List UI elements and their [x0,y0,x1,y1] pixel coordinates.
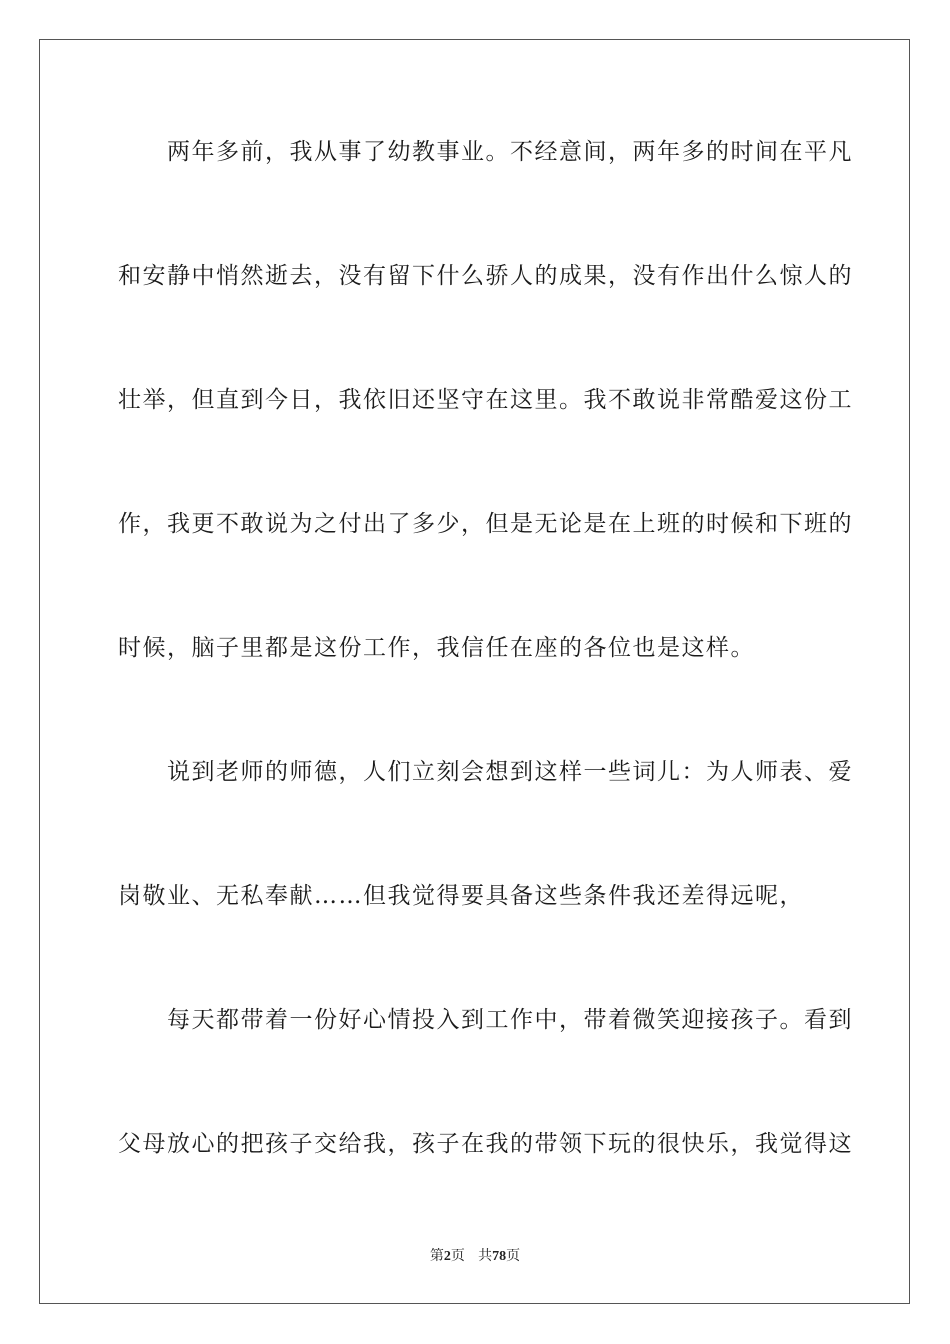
page-number: 2 [443,1249,451,1264]
text-line: 时候，脑子里都是这份工作，我信任在座的各位也是这样。 [118,635,755,661]
footer-page-suffix: 页 [450,1248,465,1264]
page-footer [0,1247,950,1266]
total-pages: 78 [492,1249,507,1264]
footer-total-prefix: 共 [478,1248,493,1264]
footer-prefix: 第 [429,1248,444,1264]
text-line: 两年多前，我从事了幼教事业。不经意间，两年多的时间在平凡 [118,139,853,165]
text-line: 作，我更不敢说为之付出了多少，但是无论是在上班的时候和下班的 [118,511,853,537]
page-border [39,39,910,1304]
text-line: 说到老师的师德，人们立刻会想到这样一些词儿：为人师表、爱 [118,759,853,785]
text-line: 岗敬业、无私奉献……但我觉得要具备这些条件我还差得远呢， [118,883,804,909]
footer-total-suffix: 页 [506,1248,521,1264]
text-line: 父母放心的把孩子交给我，孩子在我的带领下玩的很快乐，我觉得这 [118,1131,853,1157]
text-line: 壮举，但直到今日，我依旧还坚守在这里。我不敢说非常酷爱这份工 [118,387,853,413]
text-line: 每天都带着一份好心情投入到工作中，带着微笑迎接孩子。看到 [118,1007,853,1033]
text-line: 和安静中悄然逝去，没有留下什么骄人的成果，没有作出什么惊人的 [118,263,853,289]
